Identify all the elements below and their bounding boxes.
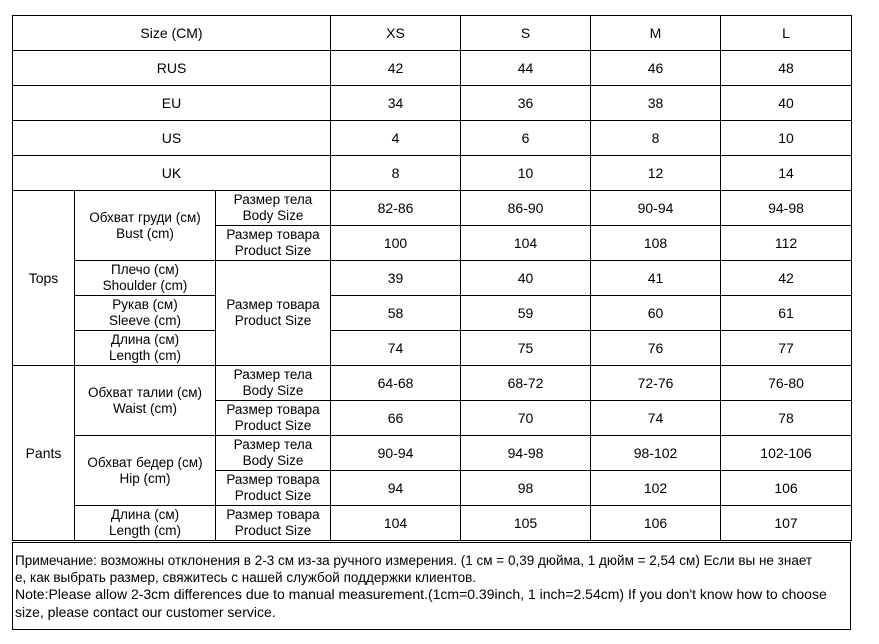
measure-label-ru: Обхват талии (см)	[88, 384, 202, 400]
table-cell: 108	[591, 226, 721, 261]
table-cell: 40	[461, 261, 591, 296]
table-cell: 77	[721, 331, 852, 366]
type-label-en: Body Size	[242, 453, 304, 468]
measure-label-en: Length (cm)	[108, 348, 182, 363]
measure-label-ru: Длина (см)	[110, 332, 180, 347]
table-cell: 106	[721, 471, 852, 506]
tops-sleeve-row	[13, 296, 852, 331]
type-label-en: Product Size	[234, 313, 312, 328]
note-ru-line-2: е, как выбрать размер, свяжитесь с нашей службой поддержки клиентов.	[15, 570, 477, 585]
sleeve-measure-label	[75, 296, 216, 331]
type-label-ru: Размер товара	[226, 402, 320, 417]
table-cell: 10	[461, 156, 591, 191]
waist-measure-label	[75, 366, 216, 436]
measure-label-ru: Обхват бедер (см)	[87, 454, 203, 470]
size-xs-header: XS	[331, 16, 461, 51]
table-cell: 106	[591, 506, 721, 541]
type-label-ru: Размер товара	[226, 472, 320, 487]
table-cell: 42	[721, 261, 852, 296]
tops-shoulder-row	[13, 261, 852, 296]
conversion-label: UK	[13, 156, 331, 191]
table-cell: 76-80	[721, 366, 852, 401]
table-cell: 90-94	[331, 436, 461, 471]
hip-measure-label	[75, 436, 216, 506]
table-cell: 102	[591, 471, 721, 506]
type-label-ru: Размер товара	[226, 297, 320, 312]
measure-label-en: Length (cm)	[108, 523, 182, 538]
table-cell: 48	[721, 51, 852, 86]
table-cell: 38	[591, 86, 721, 121]
size-l-header: L	[721, 16, 852, 51]
measure-label-en: Hip (cm)	[119, 470, 171, 486]
type-label-en: Body Size	[242, 208, 304, 223]
table-cell: 82-86	[331, 191, 461, 226]
conversion-row-uk	[13, 156, 852, 191]
note-ru-line-1: Примечание: возможны отклонения в 2-3 см из-за ручного измерения. (1 см = 0,39 дюйма, 1 дюйм = 2,54 см) Если вы не знает	[15, 553, 813, 568]
table-cell: 72-76	[591, 366, 721, 401]
type-label-en: Product Size	[234, 523, 312, 538]
table-cell: 94-98	[721, 191, 852, 226]
shoulder-measure-label	[75, 261, 216, 296]
type-label-en: Body Size	[242, 383, 304, 398]
type-label-en: Product Size	[234, 418, 312, 433]
table-cell: 58	[331, 296, 461, 331]
pants-length-row	[13, 506, 852, 541]
table-cell: 40	[721, 86, 852, 121]
table-cell: 112	[721, 226, 852, 261]
product-size-label	[216, 261, 331, 366]
table-cell: 8	[331, 156, 461, 191]
body-size-label	[216, 366, 331, 401]
table-cell: 14	[721, 156, 852, 191]
table-cell: 76	[591, 331, 721, 366]
table-cell: 39	[331, 261, 461, 296]
bust-measure-label	[75, 191, 216, 261]
body-size-label	[216, 436, 331, 471]
size-m-header: M	[591, 16, 721, 51]
table-cell: 8	[591, 121, 721, 156]
table-cell: 10	[721, 121, 852, 156]
conversion-label: US	[13, 121, 331, 156]
size-s-header: S	[461, 16, 591, 51]
type-label-ru: Размер товара	[226, 227, 320, 242]
pants-waist-body-row	[13, 366, 852, 401]
product-size-label	[216, 226, 331, 261]
measure-label-ru: Длина (см)	[110, 507, 180, 522]
conversion-row-us	[13, 121, 852, 156]
table-cell: 44	[461, 51, 591, 86]
type-label-ru: Размер тела	[233, 192, 313, 207]
measure-label-en: Bust (cm)	[116, 225, 174, 241]
table-cell: 59	[461, 296, 591, 331]
table-cell: 94-98	[461, 436, 591, 471]
table-cell: 61	[721, 296, 852, 331]
table-cell: 6	[461, 121, 591, 156]
table-cell: 98	[461, 471, 591, 506]
table-cell: 64-68	[331, 366, 461, 401]
size-header-label: Size (CM)	[13, 16, 331, 51]
body-size-label	[216, 191, 331, 226]
measurement-note	[12, 542, 851, 630]
table-cell: 102-106	[721, 436, 852, 471]
table-cell: 105	[461, 506, 591, 541]
table-cell: 104	[331, 506, 461, 541]
measure-label-en: Sleeve (cm)	[108, 313, 181, 328]
table-cell: 68-72	[461, 366, 591, 401]
table-cell: 42	[331, 51, 461, 86]
table-cell: 70	[461, 401, 591, 436]
table-cell: 46	[591, 51, 721, 86]
type-label-ru: Размер товара	[226, 507, 320, 522]
table-cell: 74	[331, 331, 461, 366]
table-cell: 98-102	[591, 436, 721, 471]
product-size-label	[216, 401, 331, 436]
conversion-label: RUS	[13, 51, 331, 86]
measure-label-en: Shoulder (cm)	[102, 278, 188, 293]
table-cell: 100	[331, 226, 461, 261]
table-cell: 34	[331, 86, 461, 121]
product-size-label	[216, 506, 331, 541]
header-row	[13, 16, 852, 51]
type-label-ru: Размер тела	[233, 367, 313, 382]
type-label-en: Product Size	[234, 488, 312, 503]
table-cell: 104	[461, 226, 591, 261]
size-chart-table	[12, 15, 852, 541]
table-cell: 94	[331, 471, 461, 506]
conversion-label: EU	[13, 86, 331, 121]
measure-label-ru: Плечо (см)	[111, 262, 179, 277]
note-en-line-1: Note:Please allow 2-3cm differences due to manual measurement.(1cm=0.39inch, 1 inch=2.54cm) If you don't know how to choose	[15, 586, 827, 602]
table-cell: 90-94	[591, 191, 721, 226]
conversion-row-eu	[13, 86, 852, 121]
tops-section-label: Tops	[13, 191, 75, 366]
type-label-ru: Размер тела	[233, 437, 313, 452]
pants-section-label: Pants	[13, 366, 75, 541]
pants-hip-body-row	[13, 436, 852, 471]
table-cell: 86-90	[461, 191, 591, 226]
table-cell: 41	[591, 261, 721, 296]
note-en-line-2: size, please contact our customer service.	[15, 603, 276, 620]
tops-length-row	[13, 331, 852, 366]
table-cell: 12	[591, 156, 721, 191]
type-label-en: Product Size	[234, 243, 312, 258]
length-measure-label	[75, 331, 216, 366]
table-cell: 74	[591, 401, 721, 436]
measure-label-ru: Обхват груди (см)	[89, 209, 201, 225]
conversion-row-rus	[13, 51, 852, 86]
table-cell: 36	[461, 86, 591, 121]
product-size-label	[216, 471, 331, 506]
measure-label-en: Waist (cm)	[113, 400, 177, 416]
measure-label-ru: Рукав (см)	[112, 297, 178, 312]
table-cell: 4	[331, 121, 461, 156]
table-cell: 66	[331, 401, 461, 436]
table-cell: 60	[591, 296, 721, 331]
table-cell: 75	[461, 331, 591, 366]
length-measure-label	[75, 506, 216, 541]
table-cell: 78	[721, 401, 852, 436]
table-cell: 107	[721, 506, 852, 541]
tops-bust-body-row	[13, 191, 852, 226]
